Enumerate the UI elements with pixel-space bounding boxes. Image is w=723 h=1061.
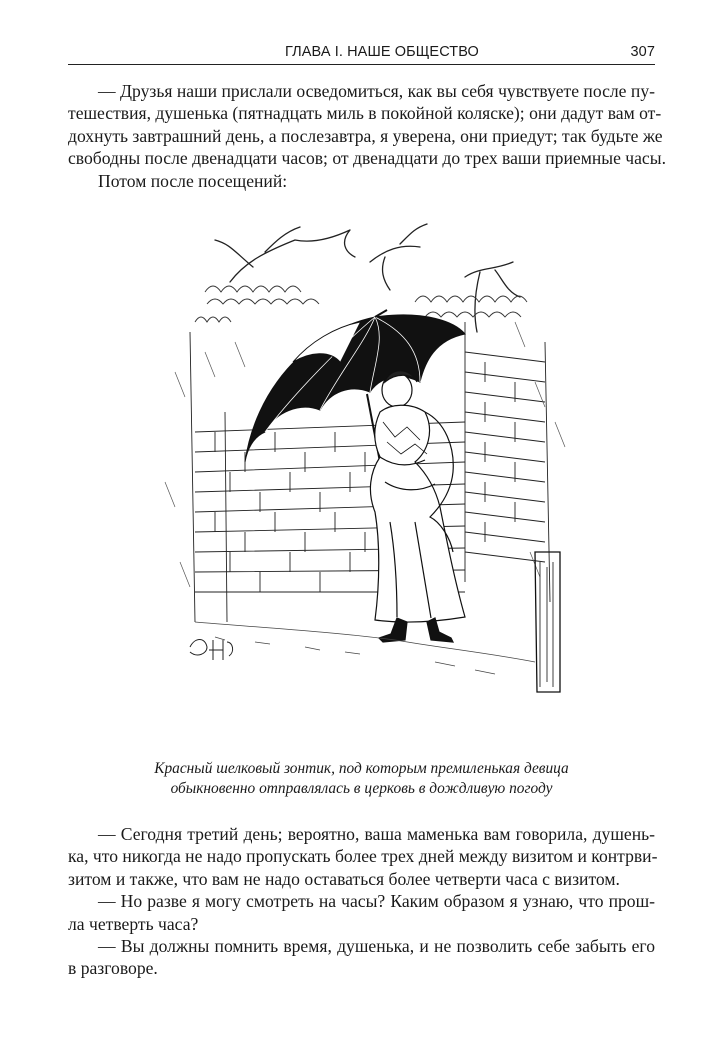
ground-hatching [195,622,535,674]
text-line: свободны после двенадцати часов; от двенадцати до трех ваши приемные часы. [68,148,666,169]
text-line: Потом после посещений: [98,170,288,191]
figure-caption [68,759,655,798]
text-line: — Сегодня третий день; вероятно, ваша маменька вам говорила, душень- [98,824,655,844]
foliage-hatching [195,286,527,322]
text-line: — Но разве я могу смотреть на часы? Каким образом я узнаю, что прош- [98,891,655,912]
text-line: — Друзья наши прислали осведомиться, как вы себя чувствуете после пу- [98,81,655,101]
text-line: дохнуть завтрашний день, а послезавтра, я уверена, они приедут; так будьте же [68,125,663,146]
text-line: — Вы должны помнить время, душенька, и не позволить себе забыть его [98,936,655,957]
text-line: ка, что никогда не надо пропускать более трех дней между визитом и контрви- [68,846,658,867]
page-number: 307 [630,44,655,60]
text-line: тешествия, душенька (пятнадцать миль в покойной коляске); они дадут вам от- [68,103,662,124]
text-line: в разговоре. [68,958,158,979]
umbrella [245,310,465,462]
text-line: ла четверть часа? [68,913,199,934]
chapter-title: ГЛАВА I. НАШЕ ОБЩЕСТВО [285,44,479,60]
artist-signature [190,640,233,661]
header-rule [68,64,655,65]
caption-line-1: Красный шелковый зонтик, под которым премиленькая девица [154,760,569,777]
umbrella-woman-illustration [135,222,575,722]
text-line: зитом и также, что вам не надо оставаться более четверти часа с визитом. [68,868,620,889]
top-text-block [68,80,666,192]
caption-line-2: обыкновенно отправлялась в церковь в дождливую погоду [170,779,553,797]
running-head [68,44,655,62]
bottom-text-block [68,823,658,980]
woman-figure [370,371,465,642]
